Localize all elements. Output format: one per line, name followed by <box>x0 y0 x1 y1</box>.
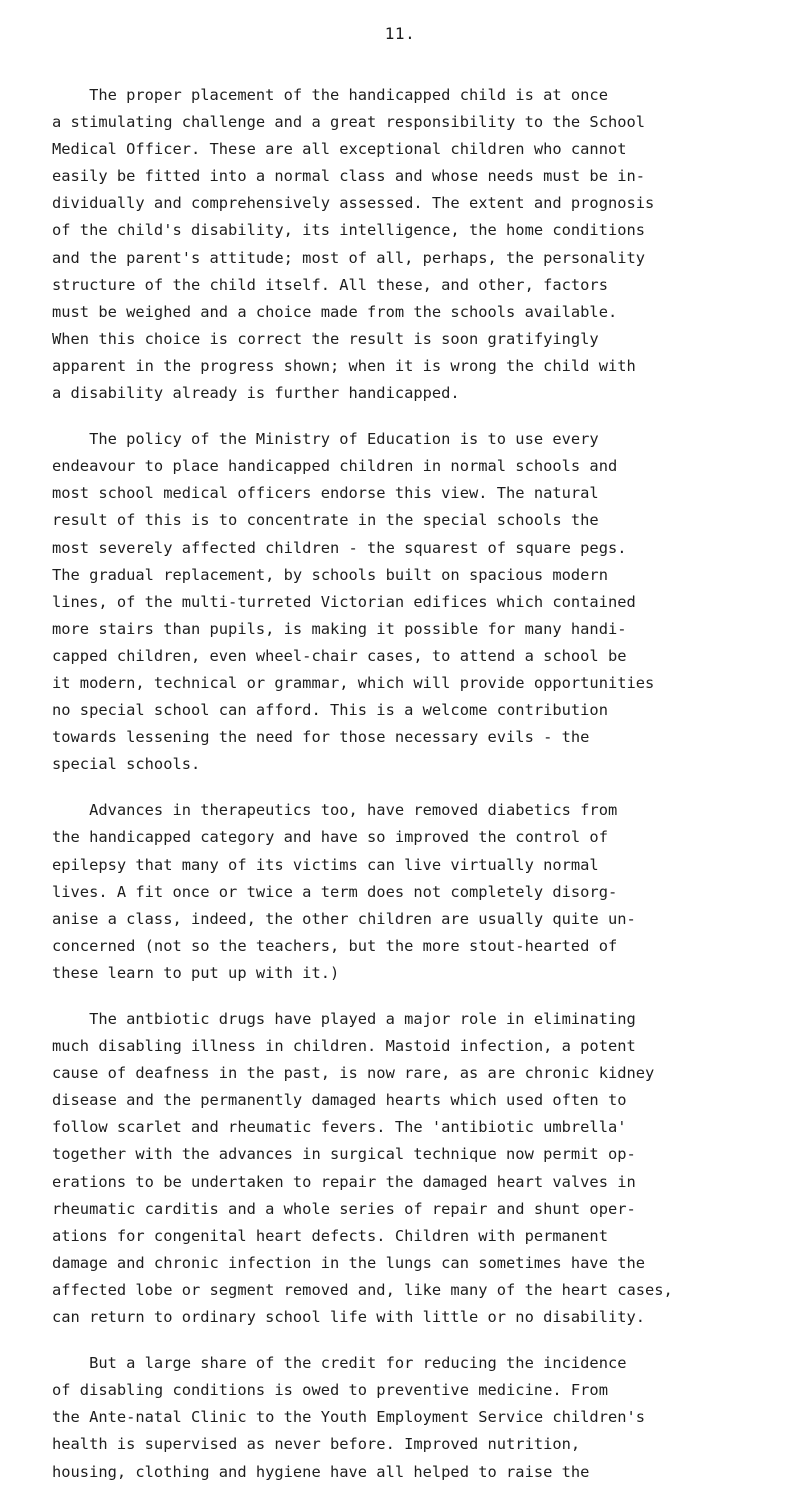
text-line: a disability already is further handicapped. <box>52 384 460 403</box>
text-line: special schools. <box>52 755 201 774</box>
text-line: of the child's disability, its intelligence, the home conditions <box>52 221 646 240</box>
text-line: disease and the permanently damaged hearts which used often to <box>52 1091 627 1110</box>
text-line: much disabling illness in children. Mastoid infection, a potent <box>52 1037 636 1056</box>
text-line: lines, of the multi-turreted Victorian edifices which contained <box>52 592 636 611</box>
text-line: these learn to put up with it.) <box>52 963 340 982</box>
text-line: epilepsy that many of its victims can live virtually normal <box>52 855 599 874</box>
text-line: Advances in therapeutics too, have removed diabetics from <box>52 801 618 820</box>
text-line: The gradual replacement, by schools built on spacious modern <box>52 565 608 584</box>
paragraph-2 <box>52 426 772 778</box>
text-line: health is supervised as never before. Improved nutrition, <box>52 1435 581 1454</box>
paragraph-4 <box>52 1006 772 1331</box>
text-line: apparent in the progress shown; when it is wrong the child with <box>52 356 636 375</box>
page-number: 11. <box>384 24 416 43</box>
text-line: most severely affected children - the squarest of square pegs. <box>52 538 627 557</box>
text-line: dividually and comprehensively assessed. The extent and prognosis <box>52 194 655 213</box>
text-line: erations to be undertaken to repair the damaged heart valves in <box>52 1172 636 1191</box>
paragraph-1 <box>52 82 772 407</box>
text-line: most school medical officers endorse this view. The natural <box>52 484 599 503</box>
text-line: damage and chronic infection in the lungs can sometimes have the <box>52 1253 646 1272</box>
text-line: affected lobe or segment removed and, like many of the heart cases, <box>52 1280 673 1299</box>
text-line: and the parent's attitude; most of all, perhaps, the personality <box>52 248 646 267</box>
text-line: concerned (not so the teachers, but the more stout-hearted of <box>52 936 618 955</box>
text-line: capped children, even wheel-chair cases, to attend a school be <box>52 646 627 665</box>
text-line: rheumatic carditis and a whole series of repair and shunt oper- <box>52 1199 636 1218</box>
text-line: ations for congenital heart defects. Children with permanent <box>52 1226 608 1245</box>
text-line: lives. A fit once or twice a term does not completely disorg- <box>52 882 618 901</box>
text-line: more stairs than pupils, is making it possible for many handi- <box>52 619 627 638</box>
text-line: a stimulating challenge and a great responsibility to the School <box>52 113 646 132</box>
paragraph-5 <box>52 1350 772 1485</box>
paragraph-3 <box>52 797 772 987</box>
text-line: The antbiotic drugs have played a major role in eliminating <box>52 1010 636 1028</box>
text-line: Medical Officer. These are all exceptional children who cannot <box>52 140 627 159</box>
text-line: But a large share of the credit for reducing the incidence <box>52 1354 627 1373</box>
text-line: it modern, technical or grammar, which will provide opportunities <box>52 673 655 692</box>
text-line: must be weighed and a choice made from the schools available. <box>52 302 618 321</box>
text-line: the Ante-natal Clinic to the Youth Employment Service children's <box>52 1408 646 1427</box>
text-line: The policy of the Ministry of Education is to use every <box>52 430 599 449</box>
text-line: easily be fitted into a normal class and whose needs must be in- <box>52 167 646 186</box>
text-line: towards lessening the need for those necessary evils - the <box>52 728 590 747</box>
text-line: of disabling conditions is owed to preventive medicine. From <box>52 1381 608 1400</box>
text-line: follow scarlet and rheumatic fevers. The 'antibiotic umbrella' <box>52 1118 627 1137</box>
text-line: The proper placement of the handicapped child is at once <box>52 86 608 104</box>
body-text <box>52 82 772 1505</box>
text-line: result of this is to concentrate in the special schools the <box>52 511 599 530</box>
text-line: anise a class, indeed, the other children are usually quite un- <box>52 909 636 928</box>
text-line: can return to ordinary school life with little or no disability. <box>52 1308 646 1327</box>
text-line: no special school can afford. This is a welcome contribution <box>52 701 608 720</box>
text-line: When this choice is correct the result is soon gratifyingly <box>52 329 599 348</box>
text-line: together with the advances in surgical technique now permit op- <box>52 1145 636 1164</box>
text-line: the handicapped category and have so improved the control of <box>52 828 608 847</box>
text-line: housing, clothing and hygiene have all helped to raise the <box>52 1462 590 1481</box>
text-line: endeavour to place handicapped children in normal schools and <box>52 457 618 476</box>
text-line: structure of the child itself. All these, and other, factors <box>52 275 608 294</box>
text-line: cause of deafness in the past, is now rare, as are chronic kidney <box>52 1064 655 1083</box>
